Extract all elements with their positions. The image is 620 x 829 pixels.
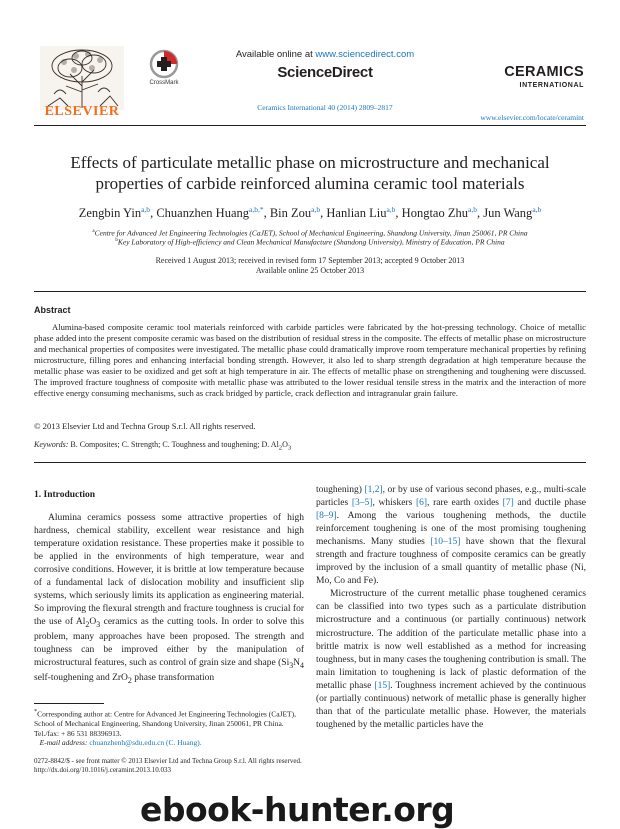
article-title: Effects of particulate metallic phase on microstructure and mechanical properties of carbide reinforced alumina ceramic tool materials [70,153,550,193]
author: Hanlian Liu$^{a,b}$, [326,205,402,221]
crossmark-label: CrossMark [149,80,179,86]
author-list [30,205,590,221]
reference-link[interactable]: [3–5] [351,498,373,509]
reference-link[interactable]: [1,2] [364,485,383,495]
abstract-top-rule [34,291,586,292]
paragraph: Alumina ceramics possess some attractive properties of high hardness, chemical stability, excellent wear resistance and high temperature oxidation resistance. These properties make it possible to be applied in the environments of high temperature, wear and corrosive conditions. However, it is brittle at low temperature because of a fundamental lack of dislocation mobility and insufficient slip systems, which seriously limits its application as engineering material. So improving the flexural strength and fracture toughness is crucial for the use of $Al_2O_3$ ceramics as the cutting tools. In order to solve this problem, many approaches have been proposed. The strength and toughness can be improved either by the manipulation of microstructural features, such as control of grain size and shape ($Si_3N_4$ self-toughening and ZrO$_2$ phase transformation [34,513,304,686]
right-column [316,484,586,732]
author: Jun Wang$^{a,b}$ [483,205,542,221]
left-column [34,512,304,687]
author: Chuanzhen Huang$^{a,b,*}$, [156,205,270,221]
copyright-line: © 2013 Elsevier Ltd and Techna Group S.r.l. All rights reserved. [34,421,256,431]
header-rule [34,125,586,126]
journal-url-link[interactable]: www.elsevier.com/locate/ceramint [480,113,584,122]
author: Bin Zou$^{a,b}$, [269,205,327,221]
journal-subtitle: INTERNATIONAL [519,82,584,89]
affiliation-b: $^b$Key Laboratory of High-efficiency and Clean Mechanical Manufacture (Shandong University), Ministry of Education, PR China [115,237,505,247]
sciencedirect-link[interactable]: www.sciencedirect.com [315,49,415,60]
corresponding-author-footnote: *Corresponding author at: Centre for Advanced Jet Engineering Technologies (CaJET), School of Mechanical Engineering, Shandong University, Jinan 250061, PR China. Tel./fax: + 86 531 88396913. E-mail address: chuanzhenh@sdu.edu.cn (C. Huang). [34,708,296,747]
keywords-line: Keywords: B. Composites; C. Strength; C. Toughness and toughening; D. $Al_2O_3$ [34,440,292,452]
section-heading-introduction: 1. Introduction [34,490,96,500]
reference-link[interactable]: [8–9] [316,511,337,522]
abstract-heading: Abstract [34,305,71,315]
watermark-text: ebook-hunter.org [140,790,455,829]
email-link[interactable]: chuanzhenh@sdu.edu.cn (C. Huang). [87,738,202,747]
received-dates: Received 1 August 2013; received in revised form 17 September 2013; accepted 9 October 2013 [155,256,465,265]
reference-link[interactable]: [6] [415,498,428,509]
publisher-name: ELSEVIER [44,104,120,119]
abstract-text: Alumina-based composite ceramic tool materials reinforced with carbide particles were fabricated by the hot-pressing technology. Choice of metallic phase added into the present composite ceramic was based on the distribution of residual stress in the composite. The effects of metallic phase on microstructure and mechanical properties of composites were investigated. The metallic phase could dramatically improve room temperature mechanical properties by refining microstructure, filling pores and enhancing interfacial bonding strength. However, it also led to sharp strength degradation at high temperature because the metallic phase was easier to be oxidized and get soft at high temperature in air. The effects of metallic phase on strengthening and toughening were discussed. The improved fracture toughness of composite with metallic phase was attributed to the lower residual tensile stress in the matrix and the interaction of more effective energy consuming mechanisms, such as crack bridged by particle, crack deflection and intragranular grain failure. [34,322,586,398]
footnote-rule [34,703,104,704]
affiliation-a: $^a$Centre for Advanced Jet Engineering Technologies (CaJET), School of Mechanical Engineering, Shandong University, Jinan 250061, PR China [92,228,528,238]
author: Hongtao Zhu$^{a,b}$, [401,205,484,221]
abstract-bottom-rule [34,462,586,463]
paragraph: Microstructure of the current metallic phase toughened ceramics can be classified into two types such as a particulate distribution microstructure and a continuous (or partially continuous) network microstructure. The addition of the particulate metallic phase into a brittle matrix is now well established as a method for increasing toughness, but in many cases the toughening contribution is small. The main limitation to toughening is lack of plastic deformation of the metallic phase [15]. Toughness increment achieved by the continuous (or partially continuous) network of metallic phase is generally higher than that of the particulate metallic phase. However, the materials toughened by the metallic particles have the [316,589,586,730]
issn-line: 0272-8842/$ - see front matter © 2013 Elsevier Ltd and Techna Group S.r.l. All rights reserved. [34,757,302,765]
available-online-line: Available online at www.sciencedirect.com [235,49,415,60]
doi-link[interactable]: http://dx.doi.org/10.1016/j.ceramint.2013.10.033 [34,766,171,774]
reference-link[interactable]: [15] [374,680,391,691]
journal-title: CERAMICS [504,64,584,80]
paragraph: toughening) [1,2], or by use of various second phases, e.g., multi-scale particles [3–5], whiskers [6], rare earth oxides [7] and ductile phase [8–9]. Among the various toughening methods, the ductile reinforcement toughening is one of the most promising toughening mechanisms. Many studies [10–15] have shown that the flexural strength and fracture toughness of composite ceramics can be greatly improved by the inclusion of a small quantity of metallic phase (Ni, Mo, Co and Fe). [316,485,587,587]
author: Zengbin Yin$^{a,b}$, [78,205,157,221]
issn-doi-block [34,757,586,775]
reference-link[interactable]: [7] [502,498,514,509]
available-date: Available online 25 October 2013 [255,266,365,275]
journal-citation[interactable]: Ceramics International 40 (2014) 2809–2817 [257,103,393,112]
reference-link[interactable]: [10–15] [430,537,461,548]
sciencedirect-logo: ScienceDirect [277,64,373,81]
